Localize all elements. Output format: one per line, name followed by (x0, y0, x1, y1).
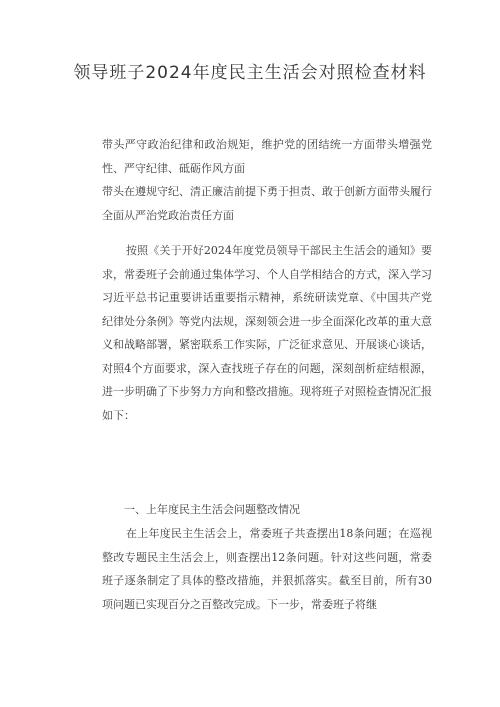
section-1-paragraph: 在上年度民主生活会上，常委班子共查摆出18条问题；在巡视整改专题民主生活会上，则查摆出12条问题。针对这些问题，常委班子逐条制定了具体的整改措施，并狠抓落实。截至目前，所有30项问题已实现百分之百整改完成。下一步，常委班子将继 (102, 527, 432, 611)
subtitle-block (102, 133, 432, 227)
document-title: 领导班子2024年度民主生活会对照检查材料 (73, 63, 427, 83)
section-1-block (102, 522, 432, 616)
intro-block (102, 239, 432, 427)
subtitle-line-1: 带头严守政治纪律和政治规矩，维护党的团结统一方面带头增强党性、严守纪律、砥砺作风方面 (102, 138, 432, 175)
section-heading-1: 一、上年度民主生活会问题整改情况 (124, 503, 300, 516)
subtitle-line-2: 带头在遵规守纪、清正廉洁前提下勇于担责、敢于创新方面带头履行全面从严治党政治责任方面 (102, 185, 432, 222)
intro-paragraph: 按照《关于开好2024年度党员领导干部民主生活会的通知》要求，常委班子会前通过集体学习、个人自学相结合的方式，深入学习习近平总书记重要讲话重要指示精神，系统研读党章、《中国共产党纪律处分条例》等党内法规，深刻领会进一步全面深化改革的重大意义和战略部署，紧密联系工作实际，广泛征求意见、开展谈心谈话，对照4个方面要求，深入查找班子存在的问题，深刻剖析症结根源，进一步明确了下步努力方向和整改措施。现将班子对照检查情况汇报如下： (102, 244, 432, 422)
